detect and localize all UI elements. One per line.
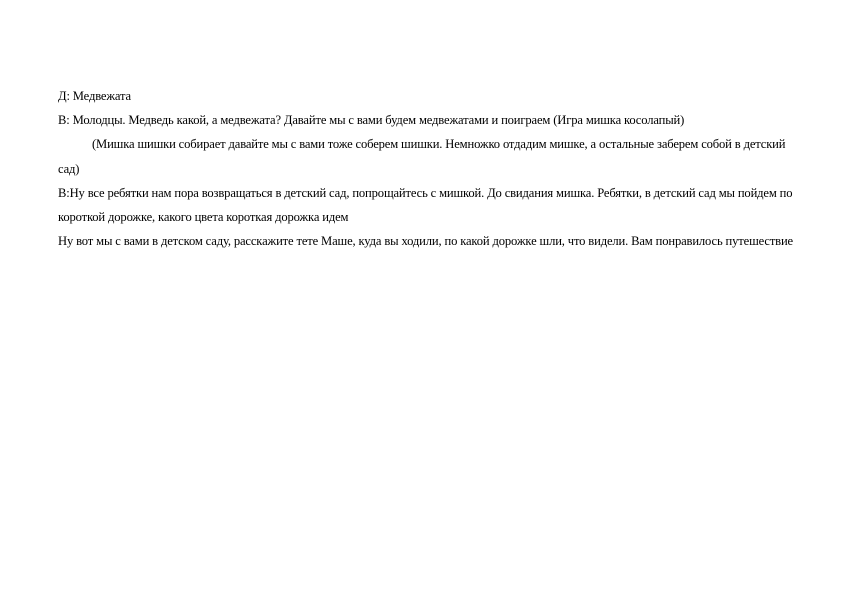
paragraph-child-answer: Д: Медвежата — [58, 89, 131, 103]
paragraph-return-to-kindergarten: В:Ну все ребятки нам пора возвращаться в детский сад, попрощайтесь с мишкой. До свидания мишка. Ребятки, в детский сад мы пойдем по короткой дорожке, какого цвета короткая дорожка идем — [58, 185, 793, 225]
document-body — [58, 84, 794, 253]
paragraph-teacher-praise: В: Молодцы. Медведь какой, а медвежата? Давайте мы с вами будем медвежатами и поиграем (Игра мишка косолапый) — [58, 113, 685, 128]
paragraph-trip-summary: Ну вот мы с вами в детском саду, расскажите тете Маше, куда вы ходили, по какой дорожке шли, что видели. Вам понравилось путешествие — [58, 234, 793, 249]
paragraph-game-note: (Мишка шишки собирает давайте мы с вами тоже соберем шишки. Немножко отдадим мишке, а остальные заберем собой в детский сад) — [58, 137, 786, 176]
